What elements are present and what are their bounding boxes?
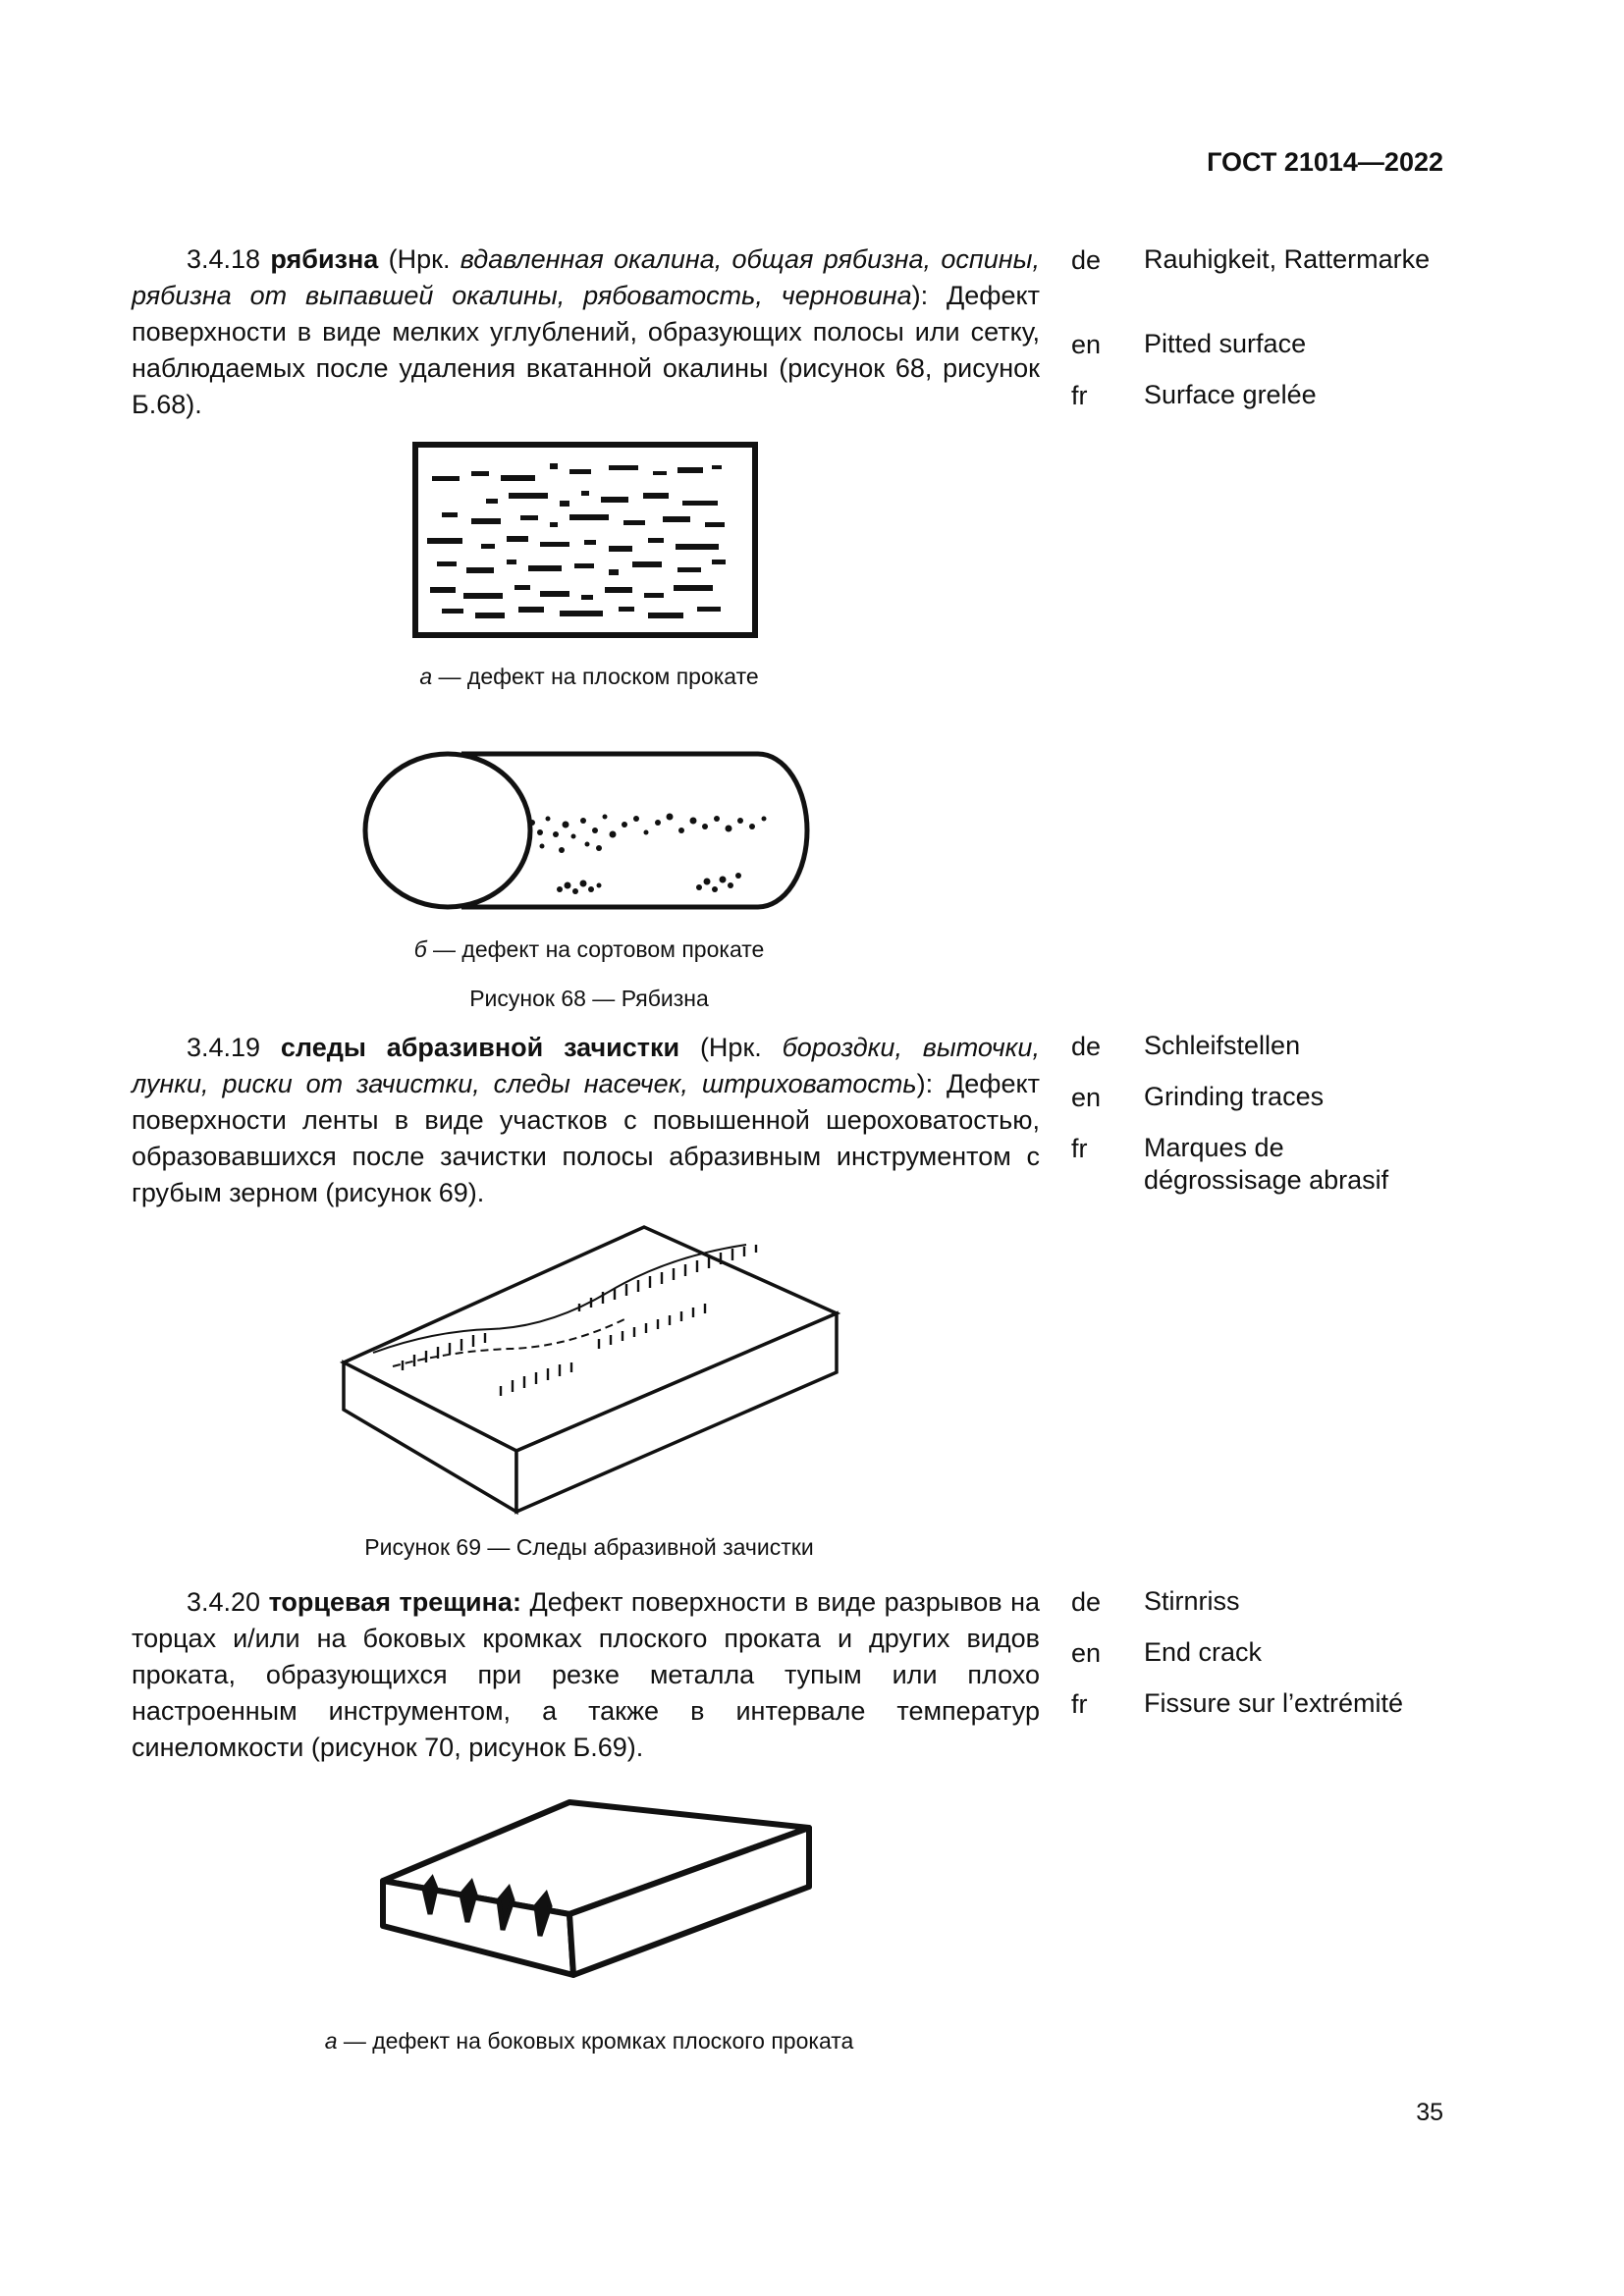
- lang-code-en: en: [1071, 1083, 1102, 1112]
- term-synonyms: вдавленная окалина, общая рябизна, оспины, рябизна от выпавшей окалины, рябоватость, черновина: [132, 244, 1040, 310]
- term-definition: ): Дефект поверхности в виде мелких углублений, образующих полосы или сетку, наблюдаемых после удаления вкатанной окалины (рисунок 68, рисунок Б.68).: [132, 281, 1040, 419]
- figure-68a-flat-product: [412, 442, 758, 638]
- lang-code-fr: fr: [1071, 1689, 1088, 1719]
- figure-70a-edge-cracks: [377, 1798, 819, 1981]
- term-entry-3-4-19: [132, 1030, 1040, 1211]
- figure-68b-round-bar: [355, 748, 827, 917]
- term-entry-3-4-18: [132, 241, 1040, 423]
- term-entry-3-4-20: [132, 1584, 1040, 1766]
- figure-68a-caption: а — дефект на плоском прокате: [419, 664, 759, 689]
- lang-code-fr: fr: [1071, 381, 1088, 410]
- lang-code-de: de: [1071, 1032, 1102, 1061]
- figure-68a-letter: а: [419, 664, 433, 689]
- lang-code-fr: fr: [1071, 1134, 1088, 1163]
- figure-69-title: Рисунок 69 — Следы абразивной зачистки: [364, 1534, 814, 1560]
- figure-70a-caption: а — дефект на боковых кромках плоского проката: [324, 2028, 854, 2054]
- term-number: 3.4.20: [187, 1587, 261, 1617]
- figure-68b-caption: б — дефект на сортовом прокате: [413, 936, 765, 962]
- lang-code-en: en: [1071, 330, 1102, 359]
- lang-code-en: en: [1071, 1638, 1102, 1668]
- term-name: рябизна: [270, 244, 379, 274]
- term-definition: Дефект поверхности в виде разрывов на торцах и/или на боковых кромках плоского проката и других видов проката, образующихся при резке металла тупым или плохо настроенным инструментом, а также в интервале температур синеломкости (рисунок 70, рисунок Б.69).: [132, 1587, 1040, 1762]
- term-number: 3.4.19: [187, 1033, 261, 1062]
- figure-68-title: Рисунок 68 — Рябизна: [469, 986, 709, 1011]
- translation-en: Pitted surface: [1144, 329, 1307, 358]
- translation-de: Schleifstellen: [1144, 1031, 1301, 1060]
- lang-code-de: de: [1071, 245, 1102, 275]
- translation-de: Rauhigkeit, Rattermarke: [1144, 244, 1431, 274]
- term-definition: ): Дефект поверхности ленты в виде участков с повышенной шероховатостью, образовавшихся после зачистки полосы абразивным инструментом с грубым зерном (рисунок 69).: [132, 1069, 1041, 1207]
- translation-fr: Fissure sur l’extrémité: [1144, 1688, 1404, 1718]
- translation-fr: Surface grelée: [1144, 380, 1317, 409]
- term-name: следы абразивной зачистки: [280, 1033, 680, 1062]
- term-synonyms: бороздки, выточки, лунки, риски от зачистки, следы насечек, штриховатость: [132, 1033, 1040, 1098]
- figure-68b-letter: б: [413, 936, 427, 962]
- translation-en: End crack: [1144, 1637, 1263, 1667]
- nrk-label: (Нрк.: [388, 244, 451, 274]
- document-header: ГОСТ 21014—2022: [1207, 147, 1443, 177]
- figure-70a-letter: а: [324, 2028, 338, 2054]
- figure-69-grinding-traces: [334, 1223, 844, 1518]
- translation-fr: Marques de dégrossisage abrasif: [1144, 1133, 1389, 1195]
- term-name: торцевая трещина:: [268, 1587, 521, 1617]
- nrk-label: (Нрк.: [699, 1033, 762, 1062]
- page-number: 35: [1416, 2099, 1443, 2126]
- translation-en: Grinding traces: [1144, 1082, 1325, 1111]
- translation-de: Stirnriss: [1144, 1586, 1240, 1616]
- term-number: 3.4.18: [187, 244, 261, 274]
- lang-code-de: de: [1071, 1587, 1102, 1617]
